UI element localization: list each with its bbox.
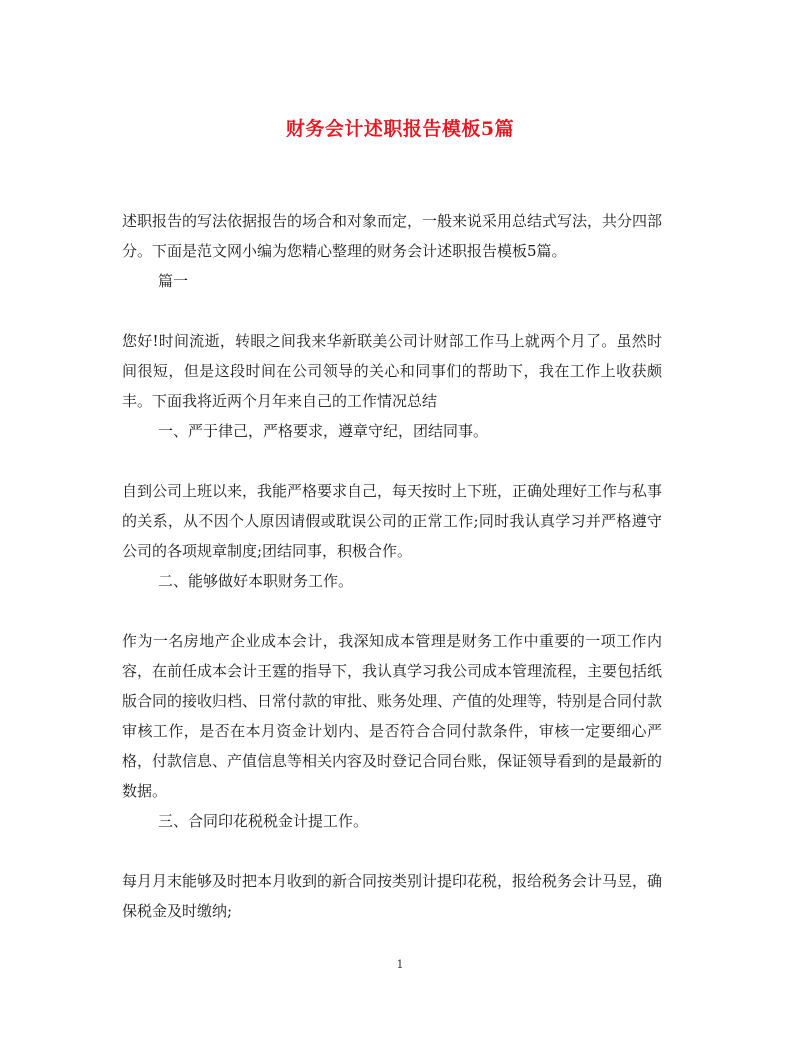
body-paragraph: 作为一名房地产企业成本会计，我深知成本管理是财务工作中重要的一项工作内容，在前任成本会计王霆的指导下，我认真学习我公司成本管理流程，主要包括纸版合同的接收归档、日常付款的审批、账务处理、产值的处理等，特别是合同付款审核工作，是否在本月资金计划内、是否符合合同付款条件，审核一定要细心严格，付款信息、产值信息等相关内容及时登记合同台账，保证领导看到的是最新的数据。 [122, 632, 663, 800]
section-label: 篇一 [158, 272, 189, 290]
intro-paragraph: 述职报告的写法依据报告的场合和对象而定，一般来说采用总结式写法，共分四部分。下面是范文网小编为您精心整理的财务会计述职报告模板5篇。 [122, 212, 663, 260]
page-number: 1 [396, 958, 404, 971]
body-paragraph: 每月月末能够及时把本月收到的新合同按类别计提印花税，报给税务会计马昱，确保税金及时缴纳; [122, 872, 663, 920]
document-title: 财务会计述职报告模板5篇 [285, 118, 515, 140]
body-paragraph: 自到公司上班以来，我能严格要求自己，每天按时上下班，正确处理好工作与私事的关系，从不因个人原因请假或耽误公司的正常工作;同时我认真学习并严格遵守公司的各项规章制度;团结同事，积极合作。 [122, 482, 663, 560]
body-paragraph: 您好!时间流逝，转眼之间我来华新联美公司计财部工作马上就两个月了。虽然时间很短，但是这段时间在公司领导的关心和同事们的帮助下，我在工作上收获颇丰。下面我将近两个月年来自己的工作情况总结 [122, 332, 662, 410]
document-body [122, 206, 662, 926]
section-heading: 二、能够做好本职财务工作。 [158, 572, 354, 590]
section-heading: 三、合同印花税税金计提工作。 [158, 812, 369, 830]
section-heading: 一、严于律己，严格要求，遵章守纪，团结同事。 [158, 422, 489, 440]
